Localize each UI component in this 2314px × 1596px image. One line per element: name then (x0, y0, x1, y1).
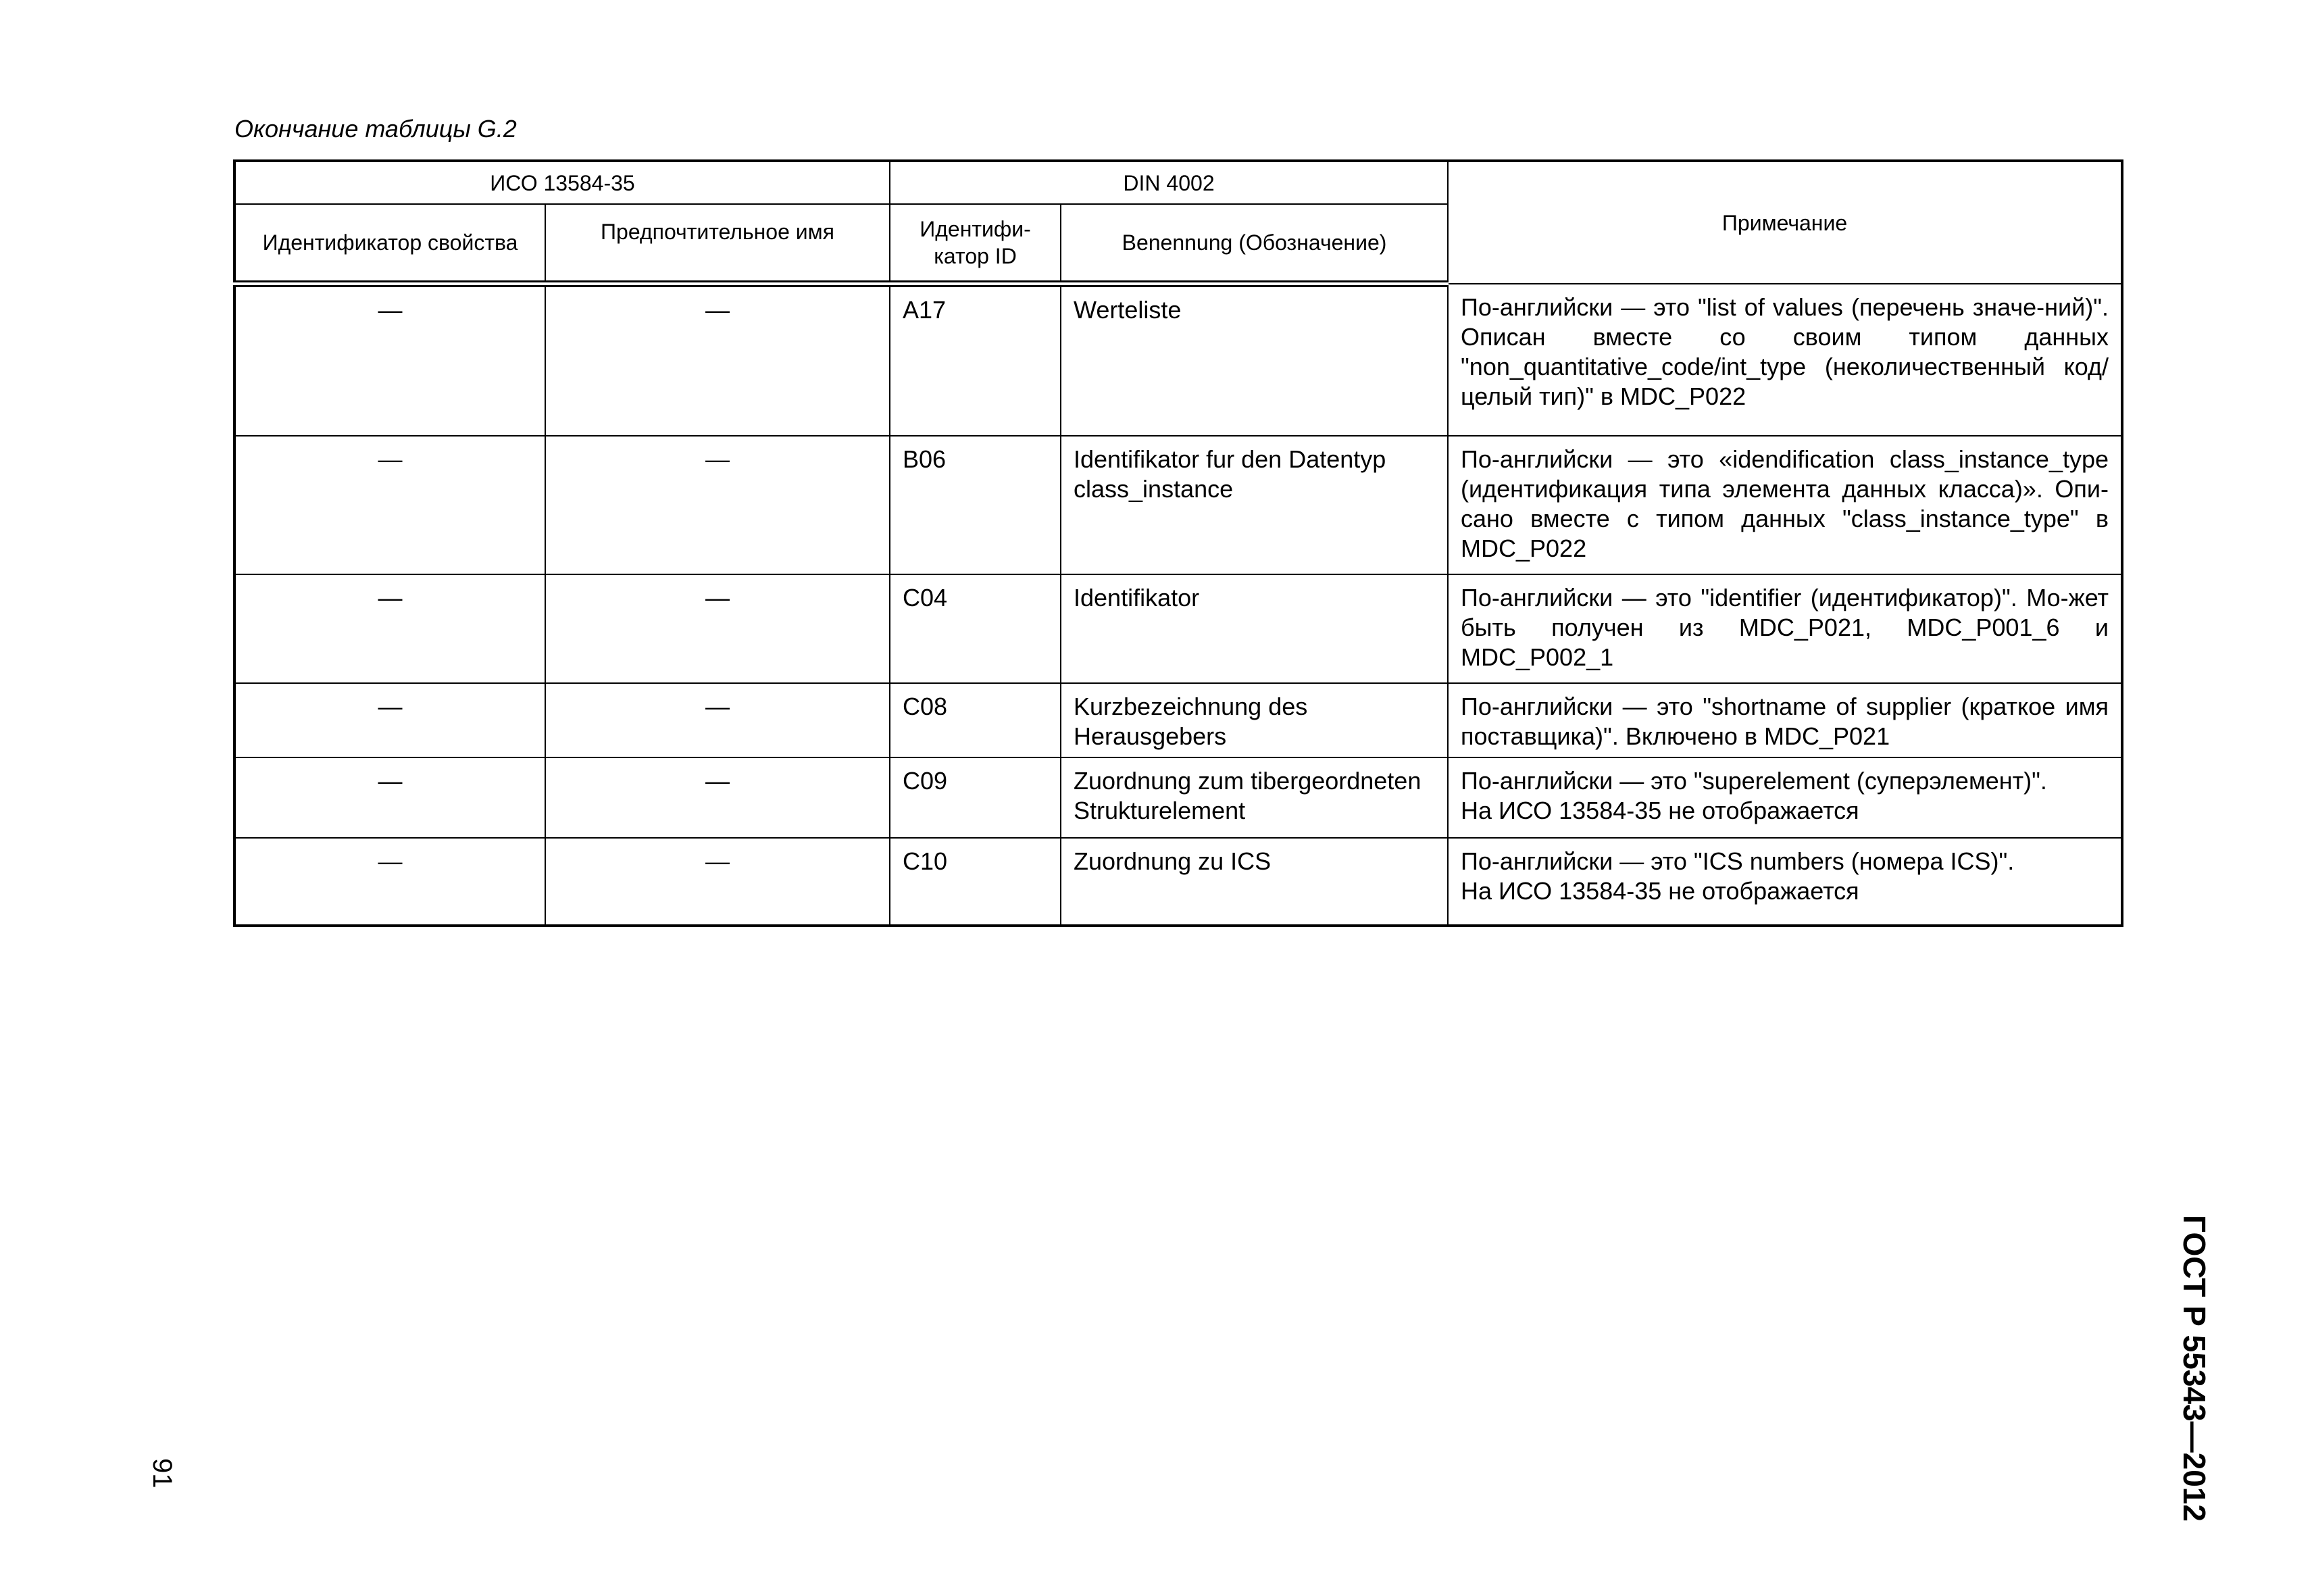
cell-prop-id: — (234, 838, 545, 926)
cell-id: C09 (890, 757, 1061, 838)
cell-pref-name: — (545, 683, 890, 757)
header-pref-name: Предпочтительное имя (545, 204, 890, 284)
cell-benennung: Kurzbezeichnung des Herausgebers (1061, 683, 1448, 757)
header-note: Примечание (1448, 161, 2122, 284)
cell-note-line: На ИСО 13584-35 не отображается (1461, 797, 1859, 824)
header-row-groups (234, 161, 2122, 204)
cell-id: C04 (890, 574, 1061, 683)
table-row (234, 284, 2122, 436)
cell-note (1448, 757, 2122, 838)
table-row (234, 436, 2122, 574)
cell-note: По-английски — это «idendification class_instance_type (идентификация типа элемента данных класса)». Опи-сано вместе с типом данных "class_instance_type" в MDC_P022 (1448, 436, 2122, 574)
cell-prop-id: — (234, 574, 545, 683)
cell-id: B06 (890, 436, 1061, 574)
cell-prop-id: — (234, 284, 545, 436)
cell-id: A17 (890, 284, 1061, 436)
header-group-din: DIN 4002 (890, 161, 1448, 204)
cell-note: По-английски — это "identifier (идентификатор)". Мо-жет быть получен из MDC_P021, MDC_P001_6 и MDC_P002_1 (1448, 574, 2122, 683)
table-row (234, 838, 2122, 926)
cell-pref-name: — (545, 757, 890, 838)
cell-note: По-английски — это "shortname of supplier (краткое имя поставщика)". Включено в MDC_P021 (1448, 683, 2122, 757)
cell-benennung: Zuordnung zu ICS (1061, 838, 1448, 926)
cell-note-line: По-английски — это "ICS numbers (номера ICS)". (1461, 847, 2015, 875)
cell-benennung: Identifikator fur den Datentyp class_instance (1061, 436, 1448, 574)
cell-prop-id: — (234, 683, 545, 757)
cell-benennung: Werteliste (1061, 284, 1448, 436)
header-group-iso: ИСО 13584-35 (234, 161, 890, 204)
cell-benennung: Zuordnung zum tibergeordneten Strukturelement (1061, 757, 1448, 838)
cell-note (1448, 838, 2122, 926)
cell-pref-name: — (545, 838, 890, 926)
data-table (233, 159, 2123, 927)
cell-prop-id: — (234, 757, 545, 838)
cell-pref-name: — (545, 284, 890, 436)
cell-prop-id: — (234, 436, 545, 574)
cell-note-line: По-английски — это "superelement (суперэлемент)". (1461, 767, 2047, 795)
cell-benennung: Identifikator (1061, 574, 1448, 683)
header-id: Идентифи-катор ID (890, 204, 1061, 284)
cell-note-line: На ИСО 13584-35 не отображается (1461, 877, 1859, 905)
cell-id: C08 (890, 683, 1061, 757)
cell-note: По-английски — это "list of values (перечень значе-ний)". Описан вместе со своим типом данных "non_quantitative_code/int_type (неколичественный код/целый тип)" в MDC_P022 (1448, 284, 2122, 436)
document-code: ГОСТ Р 55343—2012 (2177, 1215, 2212, 1522)
header-prop-id: Идентификатор свойства (234, 204, 545, 284)
table-row (234, 683, 2122, 757)
cell-pref-name: — (545, 436, 890, 574)
table-row (234, 757, 2122, 838)
page-number: 91 (147, 1458, 177, 1489)
cell-id: C10 (890, 838, 1061, 926)
header-benennung: Benennung (Обозначение) (1061, 204, 1448, 284)
table-caption: Окончание таблицы G.2 (234, 115, 517, 143)
table-row (234, 574, 2122, 683)
cell-pref-name: — (545, 574, 890, 683)
